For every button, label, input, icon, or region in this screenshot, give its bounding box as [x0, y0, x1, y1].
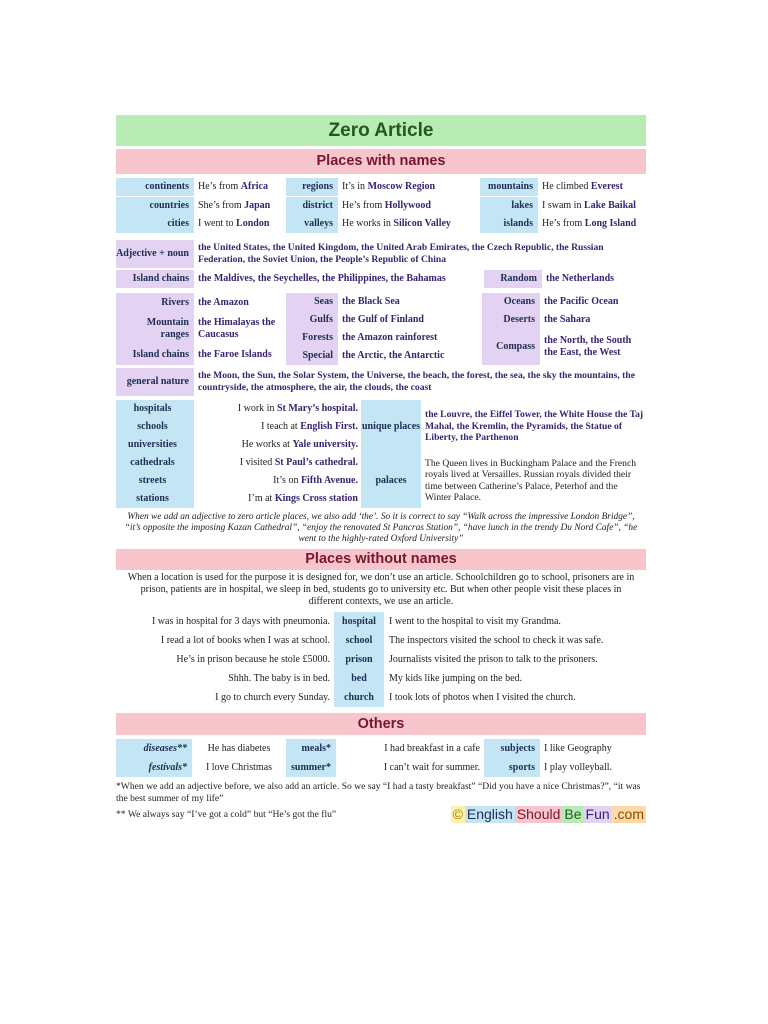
- seas-examples: the Black Sea: [342, 295, 400, 307]
- example-keyword: Africa: [240, 181, 268, 193]
- landmarks-col: [361, 400, 646, 508]
- example-text: She’s from: [198, 199, 245, 211]
- example-cell: He has diabetes: [207, 742, 271, 754]
- label-cell: palaces: [361, 454, 421, 508]
- geo-row: [286, 329, 482, 347]
- article-example: I went to the hospital to visit my Grandma.: [389, 615, 561, 627]
- label-cell: Forests: [286, 329, 338, 347]
- special-examples: the Arctic, the Antarctic: [342, 349, 445, 361]
- building-row: [116, 454, 361, 472]
- geography-col-1: [116, 293, 286, 365]
- label-cell: lakes: [480, 197, 538, 215]
- geo-row: [482, 293, 646, 311]
- usage-example: I was in hospital for 3 days with pneumonia.: [151, 615, 330, 627]
- example-cell: [338, 181, 480, 193]
- example-keyword: Japan: [244, 199, 271, 211]
- label-cell: Island chains: [116, 345, 194, 365]
- geography-col-2: [286, 293, 482, 365]
- logo-word: Fun: [585, 806, 610, 823]
- others-row: [116, 758, 646, 777]
- geo-row: [286, 347, 482, 365]
- example-cell: I like Geography: [544, 742, 612, 754]
- grid-row: [116, 178, 646, 197]
- copyright-icon: ©: [452, 806, 463, 823]
- example-cell: [194, 218, 286, 230]
- label-cell: Deserts: [482, 311, 540, 329]
- others-table: [116, 739, 646, 777]
- section-places-with-names: Places with names: [116, 149, 646, 174]
- usage-example: Shhh. The baby is in bed.: [228, 672, 330, 684]
- example-cell: [194, 403, 361, 415]
- no-names-row: [116, 688, 646, 707]
- example-cell: I can’t wait for summer.: [383, 761, 480, 773]
- example-cell: [194, 439, 361, 451]
- label-cell: cities: [116, 215, 194, 233]
- gulfs-examples: the Gulf of Finland: [342, 313, 424, 325]
- label-cell: stations: [116, 490, 194, 508]
- example-cell: [338, 218, 480, 230]
- article-example: Journalists visited the prison to talk to the prisoners.: [389, 653, 598, 665]
- example-text: It’s on: [273, 474, 301, 486]
- basic-places-grid: [116, 178, 646, 234]
- article-example: My kids like jumping on the bed.: [389, 672, 523, 684]
- example-keyword: London: [236, 218, 270, 230]
- adjective-noun-row: [116, 240, 646, 268]
- compass-examples: the North, the South the East, the West: [544, 334, 632, 358]
- example-cell: I had breakfast in a cafe: [384, 742, 480, 754]
- grid-row: [116, 215, 646, 234]
- geo-row: [116, 313, 286, 345]
- forests-examples: the Amazon rainforest: [342, 331, 438, 343]
- label-cell: Rivers: [116, 293, 194, 313]
- label-cell: unique places: [361, 400, 421, 454]
- faroe-examples: the Faroe Islands: [198, 348, 272, 360]
- no-names-row: [116, 631, 646, 650]
- example-keyword: Moscow Region: [367, 181, 436, 193]
- logo-word: Be: [564, 806, 582, 823]
- label-cell: meals*: [286, 739, 336, 758]
- usage-example: I read a lot of books when I was at school.: [160, 634, 330, 646]
- zero-article-sheet: [116, 115, 646, 823]
- example-cell: I play volleyball.: [544, 761, 613, 773]
- article-example: The inspectors visited the school to check it was safe.: [389, 634, 604, 646]
- label-cell: streets: [116, 472, 194, 490]
- geo-row: [116, 293, 286, 313]
- footnote-adjective: *When we add an adjective before, we also add an article. So we say “I had a tasty breakfast” “Did you have a nice Christmas?”, “it was the best summer of my life”: [116, 781, 641, 804]
- example-text: I’m at: [248, 492, 275, 504]
- place-label: church: [334, 688, 384, 707]
- label-cell: hospitals: [116, 400, 194, 418]
- example-text: I teach at: [261, 420, 301, 432]
- example-text: He’s from: [198, 181, 241, 193]
- geo-row: [482, 311, 646, 329]
- adjective-noun-examples: the United States, the United Kingdom, the United Arab Emirates, the Czech Republic, the Russian Federation, the Soviet Union, the People’s Republic of China: [198, 242, 604, 265]
- others-row: [116, 739, 646, 758]
- no-names-row: [116, 650, 646, 669]
- label-cell: universities: [116, 436, 194, 454]
- example-cell: [538, 181, 646, 193]
- deserts-examples: the Sahara: [544, 313, 591, 325]
- place-label: bed: [334, 669, 384, 688]
- example-text: I swam in: [542, 199, 584, 211]
- section-others: Others: [116, 713, 646, 735]
- label-cell: summer*: [286, 758, 336, 777]
- adjective-note: When we add an adjective to zero article places, we also add ‘the’. So it is correct to say “Walk across the impressive London Bridge”, “it’s opposite the imposing Kazan Cathedral”, “enjoy the renovated St Pancras Station”, “have lunch in the trendy Du Nord Cafe”, “he went to the highly-rated Oxford University”: [124, 511, 638, 545]
- geo-row: [286, 311, 482, 329]
- buildings-col: [116, 400, 361, 508]
- example-keyword: Long Island: [584, 218, 637, 230]
- rivers-examples: the Amazon: [198, 296, 249, 308]
- general-nature-examples: the Moon, the Sun, the Solar System, the Universe, the beach, the forest, the sea, the sky the mountains, the countryside, the atmosphere, the air, the clouds, the coast: [198, 370, 635, 393]
- footnote-illness: ** We always say “I’ve got a cold” but “He’s got the flu”: [116, 808, 337, 820]
- island-chains-row: [116, 270, 646, 288]
- example-keyword: Yale university.: [292, 438, 358, 450]
- building-row: [116, 490, 361, 508]
- example-cell: [194, 181, 286, 193]
- example-cell: [194, 421, 361, 433]
- grid-row: [116, 197, 646, 216]
- label-cell: Oceans: [482, 293, 540, 311]
- oceans-examples: the Pacific Ocean: [544, 295, 619, 307]
- island-chains-examples: the Maldives, the Seychelles, the Philippines, the Bahamas: [198, 272, 446, 284]
- building-row: [116, 400, 361, 418]
- label-cell: islands: [480, 215, 538, 233]
- label-cell: Adjective + noun: [116, 240, 194, 268]
- article-example: I took lots of photos when I visited the church.: [389, 691, 576, 703]
- no-names-row: [116, 669, 646, 688]
- building-row: [116, 436, 361, 454]
- example-keyword: St Paul’s cathedral.: [274, 456, 358, 468]
- geo-row: [286, 293, 482, 311]
- label-cell: cathedrals: [116, 454, 194, 472]
- label-cell: schools: [116, 418, 194, 436]
- place-label: school: [334, 631, 384, 650]
- example-cell: [538, 218, 646, 230]
- example-cell: [194, 475, 361, 487]
- label-cell: Island chains: [116, 270, 194, 288]
- label-cell: Seas: [286, 293, 338, 311]
- example-text: I went to: [198, 218, 237, 230]
- label-cell: Compass: [482, 329, 540, 365]
- label-cell: subjects: [484, 739, 540, 758]
- label-cell: sports: [484, 758, 540, 777]
- footer-row: [116, 806, 646, 823]
- geo-row: [116, 345, 286, 365]
- label-cell: general nature: [116, 368, 194, 396]
- example-cell: [194, 457, 361, 469]
- label-cell: diseases**: [116, 739, 192, 758]
- example-text: I work in: [237, 402, 277, 414]
- label-cell: Special: [286, 347, 338, 365]
- example-cell: [194, 200, 286, 212]
- example-keyword: Lake Baikal: [583, 199, 636, 211]
- label-cell: countries: [116, 197, 194, 215]
- example-text: He works in: [342, 218, 394, 230]
- label-cell: regions: [286, 178, 338, 196]
- example-cell: I love Christmas: [205, 761, 273, 773]
- example-keyword: English First.: [300, 420, 358, 432]
- example-text: He’s from: [542, 218, 585, 230]
- general-nature-row: [116, 368, 646, 396]
- label-cell: festivals*: [116, 758, 192, 777]
- logo-word: Should: [516, 806, 561, 823]
- geography-col-3: [482, 293, 646, 365]
- example-keyword: Kings Cross station: [274, 492, 358, 504]
- example-keyword: Hollywood: [384, 199, 431, 211]
- label-cell: Random: [484, 270, 542, 288]
- example-keyword: St Mary’s hospital.: [276, 402, 358, 414]
- section-places-without-names: Places without names: [116, 549, 646, 570]
- example-text: He climbed: [542, 181, 591, 193]
- places-without-names-intro: When a location is used for the purpose it is designed for, we don’t use an article. Schoolchildren go to school, prisoners are in prison, patients are in hospital, we sleep in bed, students go to university etc. But when other people visit these places in different contexts, we use an article.: [127, 572, 635, 608]
- unique-places-examples: the Louvre, the Eiffel Tower, the White House the Taj Mahal, the Kremlin, the Pyramids, the Statue of Liberty, the Parthenon: [425, 409, 644, 444]
- no-names-row: [116, 612, 646, 631]
- example-cell: [338, 200, 480, 212]
- label-cell: Mountain ranges: [116, 313, 194, 345]
- example-text: It’s in: [342, 181, 368, 193]
- label-cell: district: [286, 197, 338, 215]
- palaces-examples: The Queen lives in Buckingham Palace and the French royals lived at Versailles. Russian royals divided their time between Catherine’s Palace, Peterhof and the Winter Palace.: [425, 457, 636, 503]
- example-keyword: Fifth Avenue.: [300, 474, 358, 486]
- label-cell: continents: [116, 178, 194, 196]
- mountain-ranges-examples: the Himalayas the Caucasus: [198, 316, 276, 340]
- example-cell: [194, 493, 361, 505]
- landmark-row: [361, 400, 646, 454]
- logo-word: English: [466, 806, 513, 823]
- page-title: Zero Article: [116, 115, 646, 146]
- example-keyword: Everest: [590, 181, 623, 193]
- building-row: [116, 418, 361, 436]
- example-text: He works at: [241, 438, 293, 450]
- example-keyword: Silicon Valley: [393, 218, 451, 230]
- site-logo: [451, 806, 646, 823]
- geo-row: [482, 329, 646, 365]
- place-label: hospital: [334, 612, 384, 631]
- example-text: I visited: [239, 456, 275, 468]
- landmark-row: [361, 454, 646, 508]
- geography-block: [116, 293, 646, 365]
- random-examples: the Netherlands: [546, 272, 615, 284]
- label-cell: Gulfs: [286, 311, 338, 329]
- label-cell: mountains: [480, 178, 538, 196]
- example-cell: [538, 200, 646, 212]
- usage-example: He’s in prison because he stole £5000.: [176, 653, 330, 665]
- label-cell: valleys: [286, 215, 338, 233]
- place-label: prison: [334, 650, 384, 669]
- building-row: [116, 472, 361, 490]
- no-names-table: [116, 612, 646, 707]
- example-text: He’s from: [342, 199, 385, 211]
- usage-example: I go to church every Sunday.: [215, 691, 330, 703]
- logo-word: .com: [613, 806, 644, 823]
- buildings-block: [116, 400, 646, 508]
